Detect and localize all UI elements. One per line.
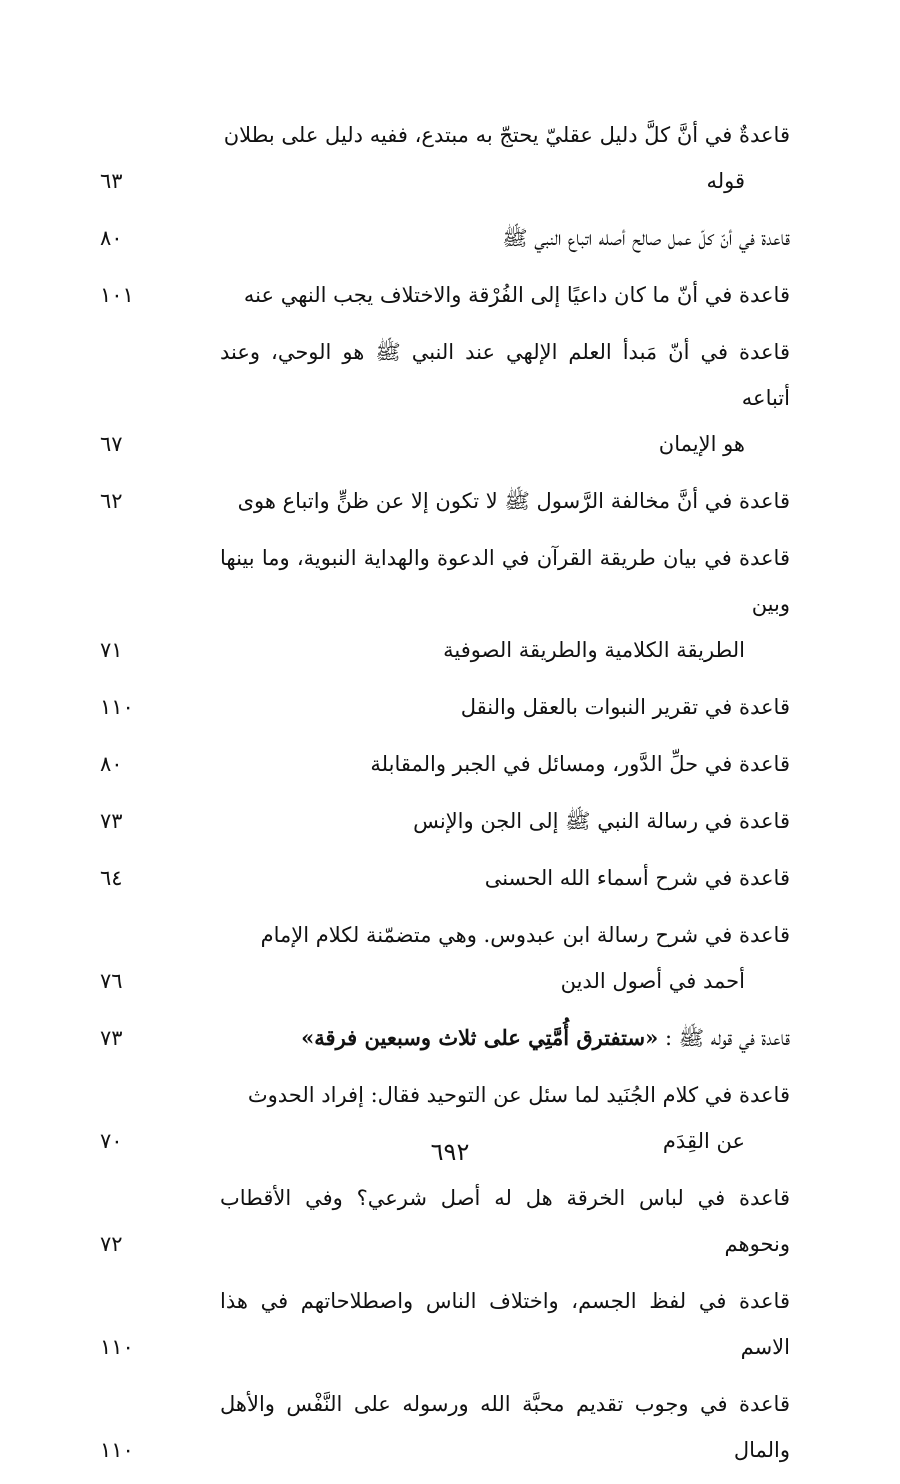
entry-title	[220, 912, 790, 1004]
entry-line: قاعدة في رسالة النبي ﷺ إلى الجن والإنس	[413, 809, 790, 833]
toc-entry	[100, 1278, 790, 1370]
entry-title	[220, 741, 790, 787]
entry-title	[220, 215, 790, 261]
entry-line: قاعدة في شرح أسماء الله الحسنى	[484, 866, 790, 890]
toc-entry	[100, 1015, 790, 1061]
entry-line-continued: الطريقة الكلامية والطريقة الصوفية	[443, 638, 745, 662]
entry-line: قاعدة في وجوب تقديم محبَّة الله ورسوله على النَّفْس والأهل والمال	[220, 1392, 790, 1462]
toc-entry	[100, 684, 790, 730]
entry-line: قاعدة في أنّ كلّ عمل صالح أصله اتباع النبي ﷺ	[502, 226, 790, 250]
entry-line: قاعدةٌ في أنَّ كلَّ دليل عقليّ يحتجّ به مبتدع، ففيه دليل على بطلان	[223, 123, 790, 147]
toc-entry	[100, 1175, 790, 1267]
toc-entry	[100, 329, 790, 467]
page-number: ٦٣	[100, 169, 123, 193]
entry-title	[220, 798, 790, 844]
toc-entry	[100, 741, 790, 787]
entry-line: قاعدة في أنّ ما كان داعيًا إلى الفُرْقة والاختلاف يجب النهي عنه	[243, 283, 790, 307]
toc-entry	[100, 272, 790, 318]
toc-list	[100, 112, 790, 1484]
page-number: ١٠١	[100, 283, 134, 307]
toc-entry	[100, 112, 790, 204]
entry-title	[220, 478, 790, 524]
entry-title	[220, 272, 790, 318]
entry-line: قاعدة في أنّ مَبدأ العلم الإلهي عند النبي ﷺ هو الوحي، وعند أتباعه	[220, 340, 790, 410]
toc-entry	[100, 855, 790, 901]
entry-title	[220, 112, 790, 204]
page-number: ٦٢	[100, 489, 123, 513]
toc-entry	[100, 215, 790, 261]
page-number: ٦٤	[100, 866, 123, 890]
entry-line: قاعدة في كلام الجُنَيد لما سئل عن التوحيد فقال: إفراد الحدوث	[247, 1083, 790, 1107]
page-number: ١١٠	[100, 1335, 134, 1359]
entry-line: قاعدة في أنَّ مخالفة الرَّسول ﷺ لا تكون إلا عن ظنٍّ واتباع هوى	[237, 489, 790, 513]
entry-title	[220, 1381, 790, 1473]
entry-line-continued: أحمد في أصول الدين	[560, 969, 745, 993]
page-number: ٨٠	[100, 226, 123, 250]
entry-line: قاعدة في تقرير النبوات بالعقل والنقل	[460, 695, 790, 719]
page-number: ٧٣	[100, 1026, 123, 1050]
entry-line: قاعدة في لباس الخرقة هل له أصل شرعي؟ وفي الأقطاب ونحوهم	[220, 1186, 790, 1256]
toc-entry	[100, 912, 790, 1004]
entry-line-continued: عن القِدَم	[662, 1129, 745, 1153]
entry-line: قاعدة في قوله ﷺ :	[664, 1026, 790, 1050]
toc-entry	[100, 798, 790, 844]
entry-title	[220, 855, 790, 901]
entry-title	[220, 1015, 790, 1061]
entry-line-continued: هو الإيمان	[658, 432, 745, 456]
page-number: ٧١	[100, 638, 123, 662]
entry-title	[220, 1278, 790, 1370]
page-number: ١١٠	[100, 695, 134, 719]
entry-line: قاعدة في شرح رسالة ابن عبدوس. وهي متضمّنة لكلام الإمام	[260, 923, 790, 947]
toc-entry	[100, 535, 790, 673]
page-number: ٧٦	[100, 969, 123, 993]
entry-title	[220, 329, 790, 467]
page-number: ١١٠	[100, 1438, 134, 1462]
entry-line-continued: قوله	[706, 169, 745, 193]
entry-line: قاعدة في بيان طريقة القرآن في الدعوة والهداية النبوية، وما بينها وبين	[220, 546, 790, 616]
entry-title	[220, 684, 790, 730]
entry-title	[220, 535, 790, 673]
page-number: ٨٠	[100, 752, 123, 776]
entry-line: قاعدة في حلِّ الدَّور، ومسائل في الجبر والمقابلة	[370, 752, 790, 776]
page-number: ٦٧	[100, 432, 123, 456]
entry-title	[220, 1175, 790, 1267]
toc-entry	[100, 1381, 790, 1473]
entry-line: قاعدة في لفظ الجسم، واختلاف الناس واصطلاحاتهم في هذا الاسم	[220, 1289, 790, 1359]
page-number: ٧٠	[100, 1129, 123, 1153]
page-number: ٧٣	[100, 809, 123, 833]
folio-page-number: ٦٩٢	[430, 1138, 470, 1166]
hadith-quote: «ستفترق أُمَّتِي على ثلاث وسبعين فرقة»	[301, 1025, 659, 1050]
toc-entry	[100, 478, 790, 524]
page-number: ٧٢	[100, 1232, 123, 1256]
